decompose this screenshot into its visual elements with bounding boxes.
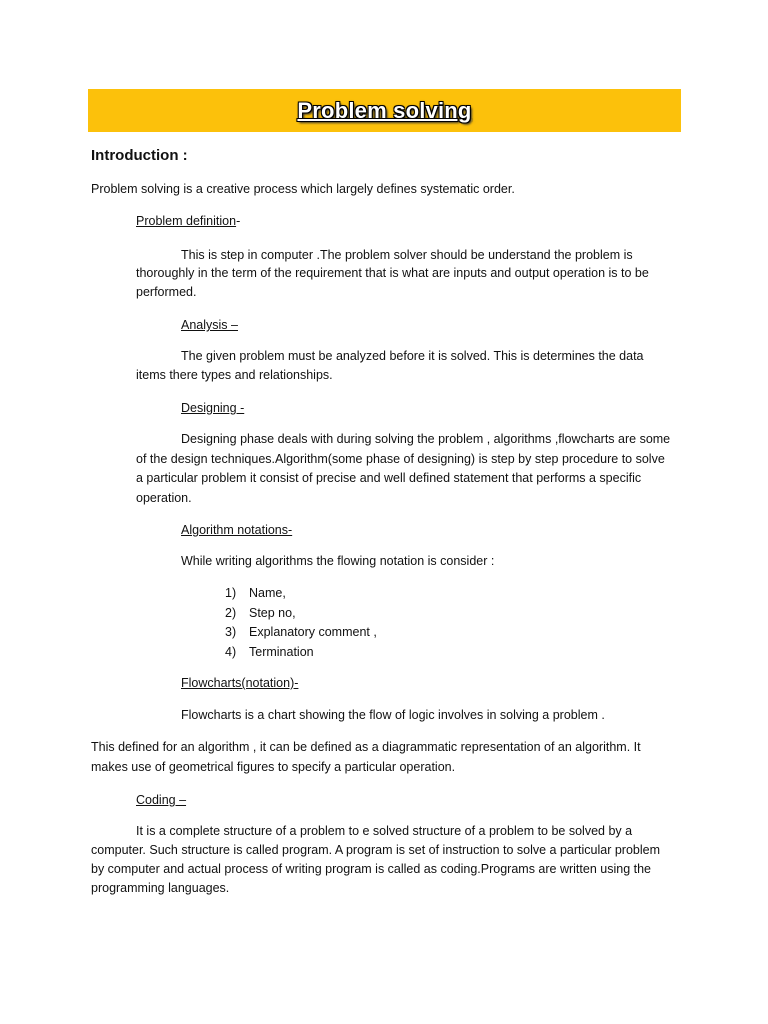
list-number: 1) bbox=[225, 586, 237, 600]
designing-heading: Designing - bbox=[181, 401, 245, 415]
problem-definition-line: performed. bbox=[136, 285, 197, 299]
list-label: Explanatory comment , bbox=[249, 625, 377, 639]
problem-definition-heading bbox=[136, 212, 240, 232]
problem-definition-label: Problem definition bbox=[136, 214, 237, 228]
designing-line: a particular problem it consist of precise and well defined statement that performs a specific bbox=[136, 471, 642, 485]
list-number: 2) bbox=[225, 605, 237, 620]
coding-line: by computer and actual process of writing program is called as coding.Programs are written using the bbox=[91, 862, 651, 876]
introduction-text: Problem solving is a creative process which largely defines systematic order. bbox=[91, 182, 515, 196]
flowcharts-paragraph-line: This defined for an algorithm , it can be defined as a diagrammatic representation of an algorithm. It bbox=[91, 740, 641, 754]
list-item bbox=[225, 643, 377, 663]
analysis-line: items there types and relationships. bbox=[136, 368, 333, 382]
list-number: 4) bbox=[225, 644, 237, 659]
list-number: 3) bbox=[225, 625, 237, 639]
problem-definition-suffix: - bbox=[236, 214, 241, 228]
introduction-heading: Introduction : bbox=[91, 147, 188, 164]
flowcharts-heading: Flowcharts(notation)- bbox=[181, 676, 299, 690]
designing-line: operation. bbox=[136, 491, 192, 505]
title-banner bbox=[88, 89, 681, 132]
designing-line: Designing phase deals with during solving the problem , algorithms ,flowcharts are some bbox=[181, 432, 671, 446]
list-item bbox=[225, 604, 377, 624]
list-item bbox=[225, 584, 377, 604]
list-label: Name, bbox=[249, 586, 286, 600]
flowcharts-text: Flowcharts is a chart showing the flow of logic involves in solving a problem . bbox=[181, 708, 605, 722]
coding-line: computer. Such structure is called program. A program is set of instruction to solve a particular problem bbox=[91, 843, 661, 857]
algorithm-notations-heading: Algorithm notations- bbox=[181, 523, 293, 537]
analysis-heading: Analysis – bbox=[181, 318, 238, 332]
flowcharts-paragraph-line: makes use of geometrical figures to specify a particular operation. bbox=[91, 760, 456, 774]
list-item bbox=[225, 623, 377, 643]
coding-line: programming languages. bbox=[91, 881, 230, 895]
coding-heading: Coding – bbox=[136, 793, 187, 807]
notation-list bbox=[225, 584, 377, 662]
problem-definition-line: thoroughly in the term of the requirement that is what are inputs and output operation is to be bbox=[136, 266, 649, 280]
list-label: Step no, bbox=[249, 605, 296, 620]
problem-definition-line: This is step in computer .The problem solver should be understand the problem is bbox=[181, 248, 633, 262]
list-label: Termination bbox=[249, 644, 314, 659]
algorithm-notations-text: While writing algorithms the flowing notation is consider : bbox=[181, 554, 495, 568]
designing-line: of the design techniques.Algorithm(some phase of designing) is step by step procedure to solve bbox=[136, 452, 665, 466]
page-title: Problem solving bbox=[297, 97, 472, 123]
coding-line: It is a complete structure of a problem to e solved structure of a problem to be solved by a bbox=[136, 824, 633, 838]
analysis-line: The given problem must be analyzed before it is solved. This is determines the data bbox=[181, 349, 644, 363]
